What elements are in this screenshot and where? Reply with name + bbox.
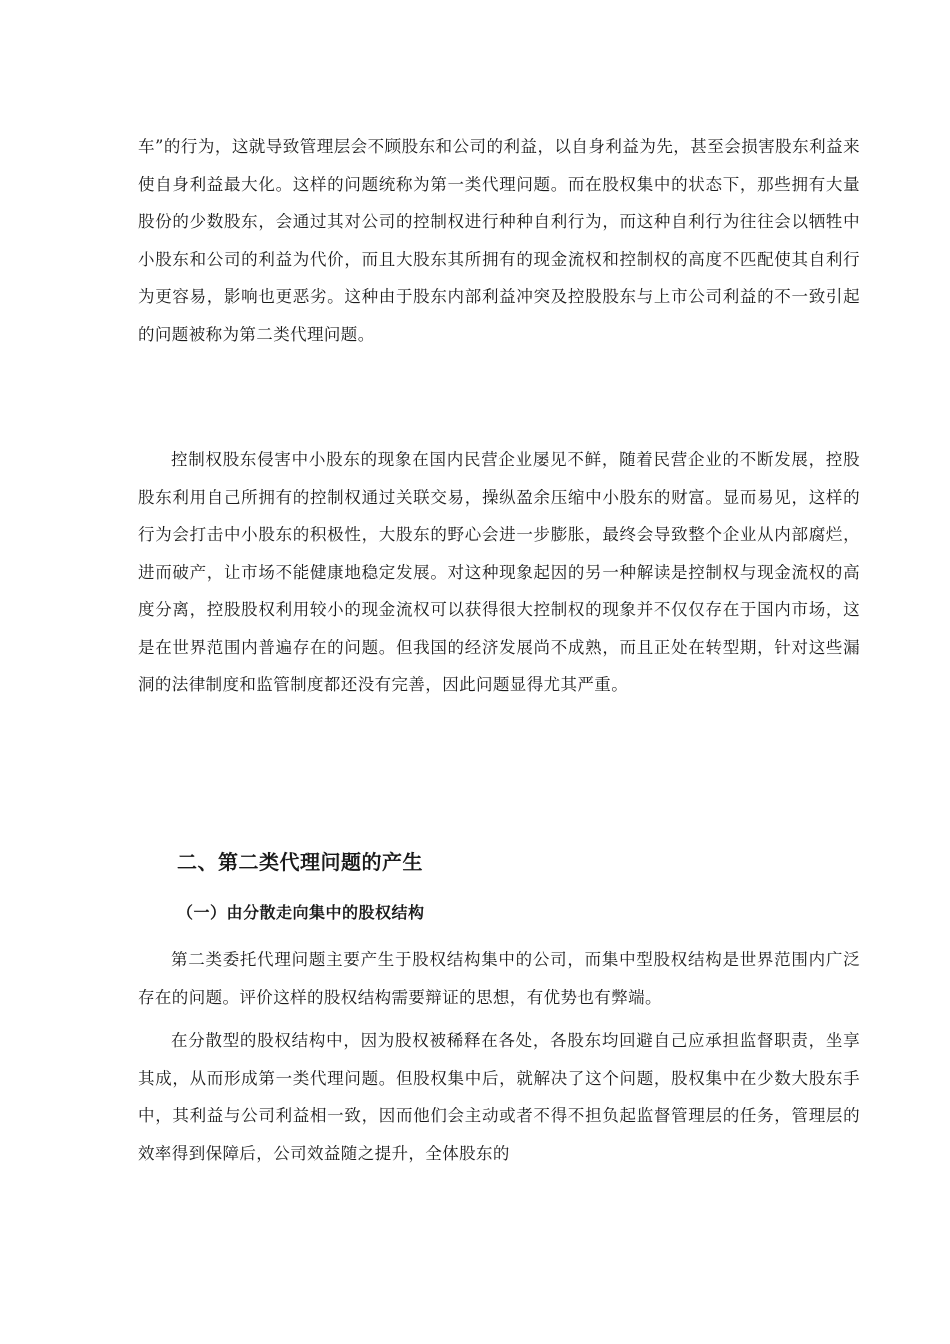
- paragraph-control-rights: 控制权股东侵害中小股东的现象在国内民营企业屡见不鲜，随着民营企业的不断发展，控股股东利用自己所拥有的控制权通过关联交易，操纵盈余压缩中小股东的财富。显而易见，这样的行为会打击中小股东的积极性，大股东的野心会进一步膨胀，最终会导致整个企业从内部腐烂，进而破产，让市场不能健康地稳定发展。对这种现象起因的另一种解读是控制权与现金流权的高度分离，控股股权利用较小的现金流权可以获得很大控制权的现象并不仅仅存在于国内市场，这是在世界范围内普遍存在的问题。但我国的经济发展尚不成熟，而且正处在转型期，针对这些漏洞的法律制度和监管制度都还没有完善，因此问题显得尤其严重。: [138, 450, 860, 694]
- paragraph-continued: 车”的行为，这就导致管理层会不顾股东和公司的利益，以自身利益为先，甚至会损害股东利益来使自身利益最大化。这样的问题统称为第一类代理问题。而在股权集中的状态下，那些拥有大量股份的少数股东，会通过其对公司的控制权进行种种自利行为，而这种自利行为往往会以牺牲中小股东和公司的利益为代价，而且大股东其所拥有的现金流权和控制权的高度不匹配使其自利行为更容易，影响也更恶劣。这种由于股东内部利益冲突及控股股东与上市公司利益的不一致引起的问题被称为第二类代理问题。: [138, 137, 860, 344]
- paragraph-concentrated-structure: 第二类委托代理问题主要产生于股权结构集中的公司，而集中型股权结构是世界范围内广泛存在的问题。评价这样的股权结构需要辩证的思想，有优势也有弊端。: [138, 950, 860, 1007]
- paragraph-dispersed-structure: 在分散型的股权结构中，因为股权被稀释在各处，各股东均回避自己应承担监督职责，坐享其成，从而形成第一类代理问题。但股权集中后，就解决了这个问题，股权集中在少数大股东手中，其利益与公司利益相一致，因而他们会主动或者不得不担负起监督管理层的任务，管理层的效率得到保障后，公司效益随之提升，全体股东的: [138, 1031, 860, 1163]
- section-heading: 二、第二类代理问题的产生: [177, 850, 423, 874]
- subsection-heading: （一）由分散走向集中的股权结构: [177, 903, 425, 922]
